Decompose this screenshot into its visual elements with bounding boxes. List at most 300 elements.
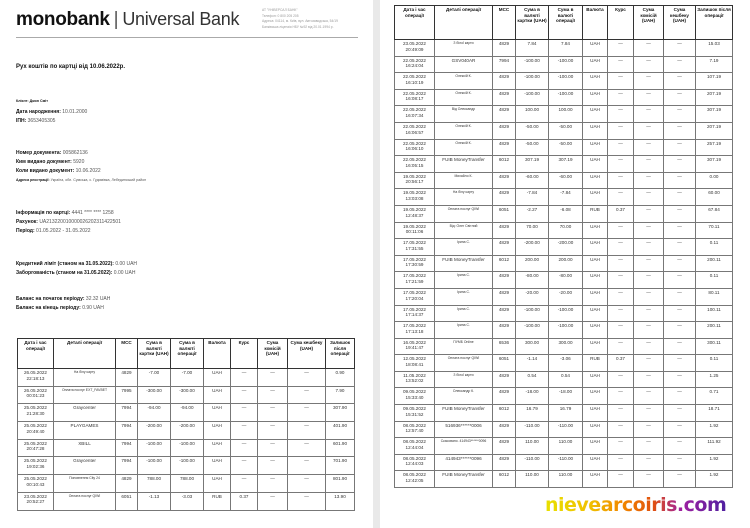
cell-details: ПУМБ Online — [435, 338, 493, 355]
cell-commission: — — [634, 122, 664, 139]
column-header-rate: Курс — [231, 339, 258, 369]
cell-cashback: — — [664, 156, 696, 173]
cell-date: 08.05.2022 12:57:40 — [395, 421, 435, 438]
cell-rate: — — [608, 421, 634, 438]
cell-cashback: — — [664, 106, 696, 123]
table-row — [395, 139, 733, 156]
cell-balance-after: 307.90 — [326, 404, 355, 422]
cell-details: З білої карти — [435, 371, 493, 388]
cell-commission: — — [258, 439, 288, 457]
cell-details: GSV040AR — [435, 56, 493, 73]
table-row — [395, 189, 733, 206]
cell-commission: — — [634, 156, 664, 173]
cell-currency: UAH — [583, 255, 608, 272]
cell-amount-op: -300.00 — [171, 386, 204, 404]
column-header-amount-card: Сума в валюті картки (UAH) — [516, 6, 549, 40]
cell-date: 25.05.2022 19:02:36 — [18, 457, 54, 475]
cell-amount-op: 70.00 — [549, 222, 583, 239]
table-row — [395, 156, 733, 173]
cell-date: 22.05.2022 16:06:10 — [395, 139, 435, 156]
cell-mcc: 6536 — [493, 338, 516, 355]
cell-amount-op: -100.00 — [549, 73, 583, 90]
table-row — [395, 89, 733, 106]
cell-commission: — — [634, 288, 664, 305]
cell-rate: 0.37 — [608, 355, 634, 372]
cell-amount-card: 200.00 — [516, 255, 549, 272]
column-header-currency: Валюта — [204, 339, 231, 369]
cell-balance-after: 300.11 — [696, 338, 733, 355]
cell-cashback: — — [664, 355, 696, 372]
cell-currency: UAH — [583, 239, 608, 256]
statement-page-2 — [380, 0, 750, 528]
cell-amount-op: 110.00 — [549, 471, 583, 488]
table-row — [395, 305, 733, 322]
cell-cashback: — — [664, 371, 696, 388]
cell-amount-card: 7.84 — [516, 40, 549, 57]
cell-details: Ірина С. — [435, 305, 493, 322]
cell-amount-op: -50.00 — [549, 139, 583, 156]
cell-amount-op: 788.00 — [171, 475, 204, 493]
cell-rate: — — [608, 222, 634, 239]
cell-mcc: 4829 — [116, 475, 138, 493]
cell-rate: 0.37 — [608, 205, 634, 222]
cell-amount-card: -50.00 — [516, 139, 549, 156]
cell-amount-op: 307.19 — [549, 156, 583, 173]
cell-mcc: 4829 — [493, 239, 516, 256]
cell-commission: — — [258, 492, 288, 510]
cell-mcc: 4829 — [493, 189, 516, 206]
cell-rate: — — [608, 388, 634, 405]
bank-info-line: АТ "УНІВЕРСАЛ БАНК" — [262, 8, 298, 12]
cell-details: 414943******0096 — [435, 454, 493, 471]
cell-commission: — — [258, 475, 288, 493]
cell-commission: — — [258, 457, 288, 475]
cell-commission: — — [634, 56, 664, 73]
cell-balance-after: 0.90 — [326, 369, 355, 387]
cell-amount-op: -6.08 — [549, 205, 583, 222]
cell-rate: — — [608, 40, 634, 57]
cell-amount-card: -50.00 — [516, 122, 549, 139]
cell-amount-op: -60.00 — [549, 172, 583, 189]
cell-date: 19.05.2022 13:03:08 — [395, 189, 435, 206]
cell-details: Ірина С. — [435, 239, 493, 256]
cell-amount-card: -100.00 — [138, 439, 171, 457]
cell-details: Олексій К. — [435, 139, 493, 156]
table-row — [395, 421, 733, 438]
cell-amount-op: -80.00 — [549, 272, 583, 289]
client-dob: Дата народження: 10.01.2000 — [16, 109, 88, 115]
cell-currency: UAH — [583, 106, 608, 123]
cell-mcc: 4829 — [493, 305, 516, 322]
column-header-details: Деталі операції — [54, 339, 116, 369]
cell-amount-op: -18.00 — [549, 388, 583, 405]
cell-cashback: — — [664, 89, 696, 106]
cell-balance-after: 1.92 — [696, 454, 733, 471]
cell-details: PLAYGAMES — [54, 422, 116, 440]
cell-amount-card: -1.13 — [138, 492, 171, 510]
cell-cashback: — — [664, 454, 696, 471]
cell-date: 12.05.2022 18:08:41 — [395, 355, 435, 372]
cell-date: 25.05.2022 21:28:30 — [18, 404, 54, 422]
cell-commission: — — [258, 422, 288, 440]
logo-separator: | — [113, 9, 119, 30]
cell-amount-card: -100.00 — [516, 322, 549, 339]
bank-logo — [16, 9, 239, 31]
cell-balance-after: 701.90 — [326, 457, 355, 475]
cell-commission: — — [634, 272, 664, 289]
cell-amount-op: 100.00 — [549, 106, 583, 123]
cell-commission: — — [634, 355, 664, 372]
cell-date: 17.05.2022 17:21:59 — [395, 272, 435, 289]
cell-details: На білу карту — [435, 189, 493, 206]
cell-balance-after: 60.00 — [696, 189, 733, 206]
cell-amount-op: -100.00 — [549, 305, 583, 322]
cell-cashback: — — [288, 492, 326, 510]
cell-details: Від Олександр — [435, 106, 493, 123]
cell-rate: — — [231, 369, 258, 387]
cell-date: 25.05.2022 20:49:40 — [18, 422, 54, 440]
cell-amount-card: -80.00 — [516, 272, 549, 289]
cell-date: 22.05.2022 16:24:04 — [395, 56, 435, 73]
cell-balance-after: 1.92 — [696, 471, 733, 488]
cell-balance-after: 18.71 — [696, 405, 733, 422]
table-row — [18, 404, 355, 422]
cell-currency: RUB — [204, 492, 231, 510]
cell-amount-op: 0.54 — [549, 371, 583, 388]
cell-currency: UAH — [583, 172, 608, 189]
cell-currency: UAH — [583, 40, 608, 57]
cell-balance-after: 80.11 — [696, 288, 733, 305]
cell-mcc: 6051 — [493, 355, 516, 372]
table-row — [18, 439, 355, 457]
cell-mcc: 7994 — [116, 422, 138, 440]
cell-amount-card: 16.79 — [516, 405, 549, 422]
cell-currency: UAH — [204, 386, 231, 404]
cell-date: 25.05.2022 20:47:28 — [18, 439, 54, 457]
cell-cashback: — — [288, 439, 326, 457]
cell-amount-op: 16.79 — [549, 405, 583, 422]
cell-cashback: — — [664, 288, 696, 305]
cell-currency: UAH — [583, 454, 608, 471]
cell-commission: — — [634, 438, 664, 455]
cell-commission: — — [634, 222, 664, 239]
cell-amount-card: -7.00 — [138, 369, 171, 387]
table-header-row — [395, 6, 733, 40]
column-header-currency: Валюта — [583, 6, 608, 40]
cell-date: 17.05.2022 17:30:59 — [395, 255, 435, 272]
table-row — [395, 471, 733, 488]
document-issued-date: Коли видано документ: 10.06.2022 — [16, 168, 101, 174]
cell-amount-card: -60.00 — [516, 172, 549, 189]
cell-amount-card: -200.00 — [516, 239, 549, 256]
table-row — [395, 73, 733, 90]
cell-currency: UAH — [583, 222, 608, 239]
client-ipn: ІПН: 3653405305 — [16, 118, 56, 124]
cell-balance-after: 0.00 — [696, 172, 733, 189]
cell-amount-card: -100.00 — [516, 305, 549, 322]
table-row — [395, 288, 733, 305]
cell-amount-op: -200.00 — [171, 422, 204, 440]
cell-amount-op: 200.00 — [549, 255, 583, 272]
cell-currency: UAH — [583, 438, 608, 455]
cell-details: Оплата послуг QIWI — [435, 355, 493, 372]
cell-details: Оплата послуг QIWI — [54, 492, 116, 510]
cell-rate: — — [608, 288, 634, 305]
cell-mcc: 7995 — [116, 386, 138, 404]
cell-rate: — — [231, 475, 258, 493]
cell-amount-card: -7.84 — [516, 189, 549, 206]
cell-commission: — — [258, 404, 288, 422]
cell-rate: — — [231, 457, 258, 475]
cell-rate: — — [608, 239, 634, 256]
cell-rate: 0.37 — [231, 492, 258, 510]
column-header-balance-after: Залишок після операції — [326, 339, 355, 369]
cell-currency: UAH — [583, 189, 608, 206]
cell-amount-op: -7.00 — [171, 369, 204, 387]
cell-currency: RUB — [583, 355, 608, 372]
cell-cashback: — — [664, 405, 696, 422]
cell-currency: UAH — [204, 404, 231, 422]
cell-amount-card: -100.00 — [516, 89, 549, 106]
cell-date: 23.05.2022 20:49:09 — [395, 40, 435, 57]
table-row — [395, 388, 733, 405]
cell-cashback: — — [664, 139, 696, 156]
cell-amount-op: 300.00 — [549, 338, 583, 355]
cell-cashback: — — [664, 471, 696, 488]
table-row — [395, 272, 733, 289]
column-header-mcc: MCC — [493, 6, 516, 40]
cell-mcc: 4829 — [493, 438, 516, 455]
table-row — [395, 405, 733, 422]
cell-date: 19.05.2022 00:11:06 — [395, 222, 435, 239]
cell-balance-after: 307.19 — [696, 156, 733, 173]
cell-balance-after: 0.11 — [696, 355, 733, 372]
cell-amount-op: -20.00 — [549, 288, 583, 305]
credit-limit: Кредитний ліміт (станом на 31.05.2022): 0.00 UAH — [16, 261, 138, 267]
cell-amount-card: -100.00 — [516, 73, 549, 90]
cell-commission: — — [258, 386, 288, 404]
cell-currency: UAH — [204, 439, 231, 457]
transactions-table-page-2 — [394, 5, 733, 488]
cell-currency: UAH — [583, 371, 608, 388]
column-header-amount-op: Сума в валюті операції — [171, 339, 204, 369]
transactions-table-page-1 — [17, 338, 355, 511]
cell-rate: — — [608, 454, 634, 471]
cell-mcc: 4829 — [493, 89, 516, 106]
bank-info-line: Телефон: 0 800 205 205 — [262, 13, 299, 18]
card-account: Рахунок: UA213220010000026202311422501 — [16, 219, 121, 225]
registration-address: Адреса реєстрації: Україна, обл. Сумська, с. Гудимівка, Лебединський район — [16, 178, 147, 182]
cell-mcc: 4829 — [493, 73, 516, 90]
bank-info-line: Адреса: 04114, м. Київ, вул. Автозаводська, 54/19 — [262, 19, 338, 23]
table-row — [395, 122, 733, 139]
cell-cashback: — — [664, 172, 696, 189]
card-period: Період: 01.05.2022 - 31.05.2022 — [16, 228, 91, 234]
cell-balance-after: 15.03 — [696, 40, 733, 57]
cell-date: 11.05.2022 13:52:02 — [395, 371, 435, 388]
cell-balance-after: 0.71 — [696, 388, 733, 405]
cell-amount-op: -94.00 — [171, 404, 204, 422]
column-header-cashback: Сума кешбеку (UAH) — [664, 6, 696, 40]
cell-cashback: — — [664, 338, 696, 355]
cell-date: 09.05.2022 15:31:52 — [395, 405, 435, 422]
cell-cashback: — — [664, 40, 696, 57]
cell-commission: — — [634, 471, 664, 488]
cell-commission: — — [634, 454, 664, 471]
cell-amount-op: -3.03 — [171, 492, 204, 510]
table-row — [18, 475, 355, 493]
cell-cashback: — — [664, 388, 696, 405]
cell-rate: — — [608, 189, 634, 206]
cell-currency: UAH — [583, 405, 608, 422]
cell-currency: UAH — [583, 338, 608, 355]
balance-start: Баланс на початок періоду: 32.32 UAH — [16, 296, 111, 302]
cell-rate: — — [231, 439, 258, 457]
cell-rate: — — [608, 156, 634, 173]
cell-date: 22.05.2022 16:10:19 — [395, 73, 435, 90]
cell-balance-after: 0.11 — [696, 272, 733, 289]
table-row — [395, 438, 733, 455]
table-row — [395, 371, 733, 388]
cell-mcc: 4829 — [493, 40, 516, 57]
column-header-amount-card: Сума в валюті картки (UAH) — [138, 339, 171, 369]
cell-balance-after: 1.25 — [696, 371, 733, 388]
cell-mcc: 4829 — [493, 371, 516, 388]
cell-mcc: 7994 — [116, 439, 138, 457]
cell-date: 19.05.2022 20:56:17 — [395, 172, 435, 189]
cell-currency: UAH — [583, 305, 608, 322]
cell-amount-card: 788.00 — [138, 475, 171, 493]
cell-amount-card: -100.00 — [138, 457, 171, 475]
table-row — [395, 172, 733, 189]
cell-date: 17.05.2022 17:13:18 — [395, 322, 435, 339]
column-header-amount-op: Сума в валюті операції — [549, 6, 583, 40]
cell-balance-after: 207.19 — [696, 89, 733, 106]
cell-rate: — — [608, 73, 634, 90]
cell-details: Оплата послуг QIWI — [435, 205, 493, 222]
bank-info-line: Банківська ліцензія НБУ №92 від 20.01.1994 р. — [262, 24, 334, 29]
bank-info — [262, 8, 338, 30]
cell-amount-card: 110.00 — [516, 438, 549, 455]
cell-currency: UAH — [204, 422, 231, 440]
cell-commission: — — [634, 255, 664, 272]
cell-currency: UAH — [583, 122, 608, 139]
cell-amount-op: -110.00 — [549, 421, 583, 438]
table-row — [395, 239, 733, 256]
cell-balance-after: 13.90 — [326, 492, 355, 510]
cell-amount-op: -100.00 — [171, 457, 204, 475]
table-row — [395, 40, 733, 57]
cell-mcc: 6012 — [493, 255, 516, 272]
cell-rate: — — [608, 56, 634, 73]
column-header-commission: Сума комісій (UAH) — [258, 339, 288, 369]
cell-cashback: — — [288, 386, 326, 404]
cell-commission: — — [634, 106, 664, 123]
cell-commission: — — [258, 369, 288, 387]
cell-balance-after: 7.90 — [326, 386, 355, 404]
cell-currency: UAH — [583, 421, 608, 438]
statement-title: Рух коштів по картці від 10.06.2022р. — [16, 64, 126, 70]
cell-rate: — — [608, 122, 634, 139]
cell-amount-op: -3.06 — [549, 355, 583, 372]
cell-amount-op: -100.00 — [549, 56, 583, 73]
cell-date: 19.05.2022 12:48:37 — [395, 205, 435, 222]
cell-mcc: 4829 — [493, 421, 516, 438]
table-row — [395, 355, 733, 372]
cell-cashback: — — [288, 475, 326, 493]
cell-commission: — — [634, 305, 664, 322]
cell-mcc: 4829 — [116, 369, 138, 387]
cell-cashback: — — [664, 189, 696, 206]
cell-balance-after: 0.11 — [696, 239, 733, 256]
cell-cashback: — — [664, 122, 696, 139]
cell-details: Поповнення City 24 — [54, 475, 116, 493]
cell-amount-card: -110.00 — [516, 454, 549, 471]
cell-rate: — — [608, 438, 634, 455]
cell-rate: — — [231, 404, 258, 422]
cell-amount-op: -100.00 — [171, 439, 204, 457]
cell-date: 17.05.2022 17:31:55 — [395, 239, 435, 256]
cell-commission: — — [634, 239, 664, 256]
card-info: Інформація по картці: 4441 **** **** 1258 — [16, 210, 114, 216]
table-row — [395, 322, 733, 339]
cell-balance-after: 100.11 — [696, 305, 733, 322]
document-issued-by: Ким видано документ: 5920 — [16, 159, 85, 165]
cell-mcc: 7994 — [116, 404, 138, 422]
cell-rate: — — [608, 89, 634, 106]
cell-mcc: 4829 — [493, 288, 516, 305]
cell-details: Graycenter — [54, 457, 116, 475]
cell-currency: UAH — [583, 139, 608, 156]
cell-amount-op: -200.00 — [549, 239, 583, 256]
cell-balance-after: 257.19 — [696, 139, 733, 156]
cell-cashback: — — [664, 272, 696, 289]
cell-amount-card: -20.00 — [516, 288, 549, 305]
cell-mcc: 4829 — [493, 139, 516, 156]
table-row — [18, 386, 355, 404]
table-row — [18, 422, 355, 440]
table-row — [395, 205, 733, 222]
cell-mcc: 6051 — [116, 492, 138, 510]
cell-currency: UAH — [583, 471, 608, 488]
cell-currency: UAH — [583, 272, 608, 289]
cell-balance-after: 401.90 — [326, 422, 355, 440]
cell-amount-op: -110.00 — [549, 454, 583, 471]
table-row — [18, 457, 355, 475]
cell-amount-card: -18.00 — [516, 388, 549, 405]
cell-rate: — — [608, 471, 634, 488]
cell-currency: UAH — [583, 73, 608, 90]
column-header-mcc: MCC — [116, 339, 138, 369]
cell-date: 08.05.2022 12:44:03 — [395, 454, 435, 471]
cell-balance-after: 207.19 — [696, 122, 733, 139]
cell-amount-op: -100.00 — [549, 89, 583, 106]
watermark: nievearcoiris.com — [545, 494, 727, 516]
cell-mcc: 4829 — [493, 322, 516, 339]
cell-commission: — — [634, 40, 664, 57]
cell-cashback: — — [288, 457, 326, 475]
cell-rate: — — [608, 305, 634, 322]
cell-rate: — — [608, 255, 634, 272]
table-row — [395, 255, 733, 272]
cell-rate: — — [608, 139, 634, 156]
cell-mcc: 7994 — [116, 457, 138, 475]
cell-rate: — — [231, 422, 258, 440]
cell-balance-after: 67.84 — [696, 205, 733, 222]
cell-cashback: — — [664, 322, 696, 339]
cell-rate: — — [608, 405, 634, 422]
cell-mcc: 6012 — [493, 471, 516, 488]
